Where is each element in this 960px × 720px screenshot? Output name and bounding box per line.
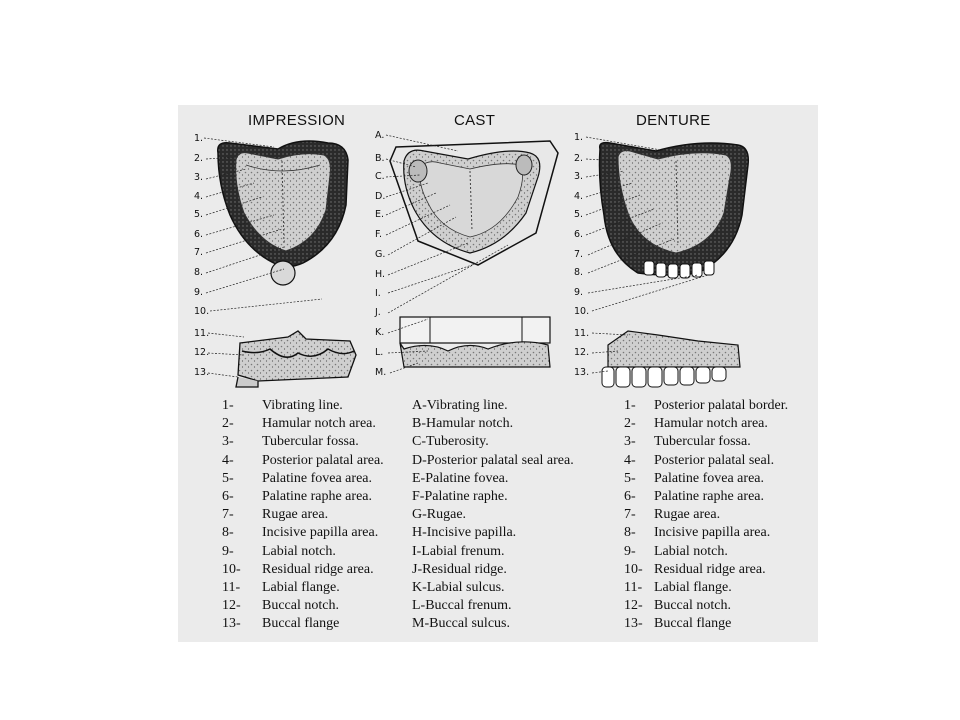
denture-callout-3: 3.: [574, 171, 584, 182]
impression-callout-3: 3.: [194, 172, 204, 183]
legend-text: Buccal notch.: [262, 598, 339, 614]
impression-callout-2: 2.: [194, 153, 204, 164]
legend-row: [624, 615, 788, 633]
denture-callout-4: 4.: [574, 191, 584, 202]
legend-number: 9-: [222, 543, 234, 559]
cast-callout-i: I.: [375, 288, 381, 299]
legend-number: 2-: [222, 416, 234, 432]
legend-number: 3-: [222, 434, 234, 450]
legend-text: Incisive papilla area.: [262, 525, 379, 541]
legend-row: H-Incisive papilla.: [412, 525, 517, 541]
legend-number: 3-: [624, 434, 636, 450]
legend-row: [624, 597, 788, 615]
legend-row: [624, 579, 788, 597]
legend-row: [222, 543, 384, 561]
cast-side-view: [400, 317, 550, 367]
legend-row: [222, 433, 384, 451]
denture-callout-10: 10.: [574, 306, 590, 317]
legend-text: Rugae area.: [654, 507, 721, 523]
legend-text: Labial notch.: [262, 543, 336, 559]
legend-text: Tubercular fossa.: [654, 434, 751, 450]
legend-row: [222, 397, 384, 415]
legend-row: E-Palatine fovea.: [412, 470, 509, 486]
impression-callout-7: 7.: [194, 247, 204, 258]
legend-number: 13-: [222, 616, 241, 632]
legend-row: [222, 470, 384, 488]
legend-row: [222, 615, 384, 633]
legend-row: G-Rugae.: [412, 507, 467, 523]
legend-text: Labial flange.: [654, 579, 732, 595]
denture-top-view: [600, 143, 749, 278]
legend-number: 1-: [222, 398, 234, 413]
denture-callout-11: 11.: [574, 328, 590, 339]
legend-number: 4-: [222, 452, 234, 468]
legend-row: [222, 561, 384, 579]
illustrations: [178, 105, 818, 405]
legend-number: 8-: [624, 525, 636, 541]
legend-number: 12-: [624, 598, 643, 614]
legend-row: D-Posterior palatal seal area.: [412, 452, 574, 468]
denture-callout-2: 2.: [574, 153, 584, 164]
cast-callout-k: K.: [375, 327, 385, 338]
impression-legend: [222, 397, 384, 633]
legend-text: Labial notch.: [654, 543, 728, 559]
cast-callout-m: M.: [375, 367, 387, 378]
denture-callout-9: 9.: [574, 287, 584, 298]
legend-row: K-Labial sulcus.: [412, 579, 505, 595]
legend-number: 13-: [624, 616, 643, 632]
impression-callout-6: 6.: [194, 229, 204, 240]
legend-number: 1-: [624, 398, 636, 413]
legend-number: 10-: [624, 561, 643, 577]
legend-row: [222, 488, 384, 506]
legend-row: [222, 524, 384, 542]
cast-title: CAST: [454, 112, 496, 129]
impression-callout-13: 13.: [194, 367, 210, 378]
legend-row: M-Buccal sulcus.: [412, 616, 510, 632]
impression-side-view: [236, 331, 356, 387]
denture-callout-5: 5.: [574, 209, 584, 220]
cast-top-view: [390, 141, 558, 265]
cast-callout-g: G.: [375, 249, 386, 260]
impression-callout-5: 5.: [194, 209, 204, 220]
impression-callout-12: 12.: [194, 347, 210, 358]
legend-row: A-Vibrating line.: [412, 398, 508, 413]
legend-text: Residual ridge area.: [654, 561, 766, 577]
legend-row: [222, 506, 384, 524]
legend-row: [624, 415, 788, 433]
cast-callout-f: F.: [375, 229, 382, 240]
legend-text: Buccal flange: [654, 616, 732, 632]
legend-text: Posterior palatal area.: [262, 452, 384, 468]
legend-row: [624, 488, 788, 506]
legend-text: Buccal flange: [262, 616, 340, 632]
legend-row: J-Residual ridge.: [412, 561, 507, 577]
legend-row: F-Palatine raphe.: [412, 488, 508, 504]
legend-row: [624, 543, 788, 561]
legend-number: 5-: [222, 470, 234, 486]
legend-row: [624, 452, 788, 470]
cast-callout-j: J.: [375, 307, 381, 318]
legend-text: Vibrating line.: [262, 398, 343, 413]
legend-row: [624, 561, 788, 579]
legend-text: Hamular notch area.: [654, 416, 768, 432]
impression-top-view: [218, 141, 348, 285]
legend-number: 12-: [222, 598, 241, 614]
legend-row: [222, 415, 384, 433]
legend-text: Palatine fovea area.: [262, 470, 372, 486]
legend-row: [624, 397, 788, 415]
dental-anatomy-figure: [178, 105, 818, 642]
legend-row: [624, 506, 788, 524]
impression-callout-8: 8.: [194, 267, 204, 278]
legend-number: 4-: [624, 452, 636, 468]
legend-number: 11-: [624, 579, 643, 595]
legend-text: Posterior palatal border.: [654, 398, 789, 413]
cast-callout-a: A.: [375, 130, 385, 141]
impression-callout-10: 10.: [194, 306, 210, 317]
legend-row: [624, 433, 788, 451]
cast-callout-c: C.: [375, 171, 385, 182]
legend-number: 10-: [222, 561, 241, 577]
denture-callout-13: 13.: [574, 367, 590, 378]
impression-callout-1: 1.: [194, 133, 204, 144]
denture-callout-7: 7.: [574, 249, 584, 260]
legend-row: I-Labial frenum.: [412, 543, 505, 559]
legend-text: Hamular notch area.: [262, 416, 376, 432]
legend-text: Labial flange.: [262, 579, 340, 595]
cast-callout-h: H.: [375, 269, 385, 280]
denture-side-view: [602, 331, 740, 387]
legend-text: Palatine raphe area.: [262, 488, 372, 504]
legend-row: [222, 579, 384, 597]
legend-row: L-Buccal frenum.: [412, 598, 512, 614]
legend-text: Palatine raphe area.: [654, 488, 764, 504]
denture-title: DENTURE: [636, 112, 711, 129]
legend-number: 2-: [624, 416, 636, 432]
legend-row: [624, 524, 788, 542]
legend-text: Rugae area.: [262, 507, 329, 523]
legend-row: [222, 452, 384, 470]
legend-text: Buccal notch.: [654, 598, 731, 614]
cast-legend: [412, 397, 574, 633]
impression-title: IMPRESSION: [248, 112, 346, 129]
cast-callout-e: E.: [375, 209, 385, 220]
legend-row: B-Hamular notch.: [412, 416, 514, 432]
legend-text: Posterior palatal seal.: [654, 452, 775, 468]
legend-row: [222, 597, 384, 615]
impression-callout-4: 4.: [194, 191, 204, 202]
legend-number: 5-: [624, 470, 636, 486]
legend-number: 6-: [222, 488, 234, 504]
cast-callout-b: B.: [375, 153, 385, 164]
legend-text: Incisive papilla area.: [654, 525, 771, 541]
denture-legend: [624, 397, 788, 633]
denture-callout-6: 6.: [574, 229, 584, 240]
cast-callout-l: L.: [375, 347, 384, 358]
legend-number: 6-: [624, 488, 636, 504]
legend-number: 8-: [222, 525, 234, 541]
denture-callout-8: 8.: [574, 267, 584, 278]
legend-number: 7-: [222, 507, 234, 523]
legend-number: 11-: [222, 579, 241, 595]
legend-row: C-Tuberosity.: [412, 434, 489, 450]
legend-text: Residual ridge area.: [262, 561, 374, 577]
impression-callout-9: 9.: [194, 287, 204, 298]
legend-text: Tubercular fossa.: [262, 434, 359, 450]
legend-number: 9-: [624, 543, 636, 559]
legend-text: Palatine fovea area.: [654, 470, 764, 486]
denture-callout-12: 12.: [574, 347, 590, 358]
legend-row: [624, 470, 788, 488]
legend-number: 7-: [624, 507, 636, 523]
impression-callout-11: 11.: [194, 328, 210, 339]
denture-callout-1: 1.: [574, 132, 584, 143]
cast-callout-d: D.: [375, 191, 386, 202]
